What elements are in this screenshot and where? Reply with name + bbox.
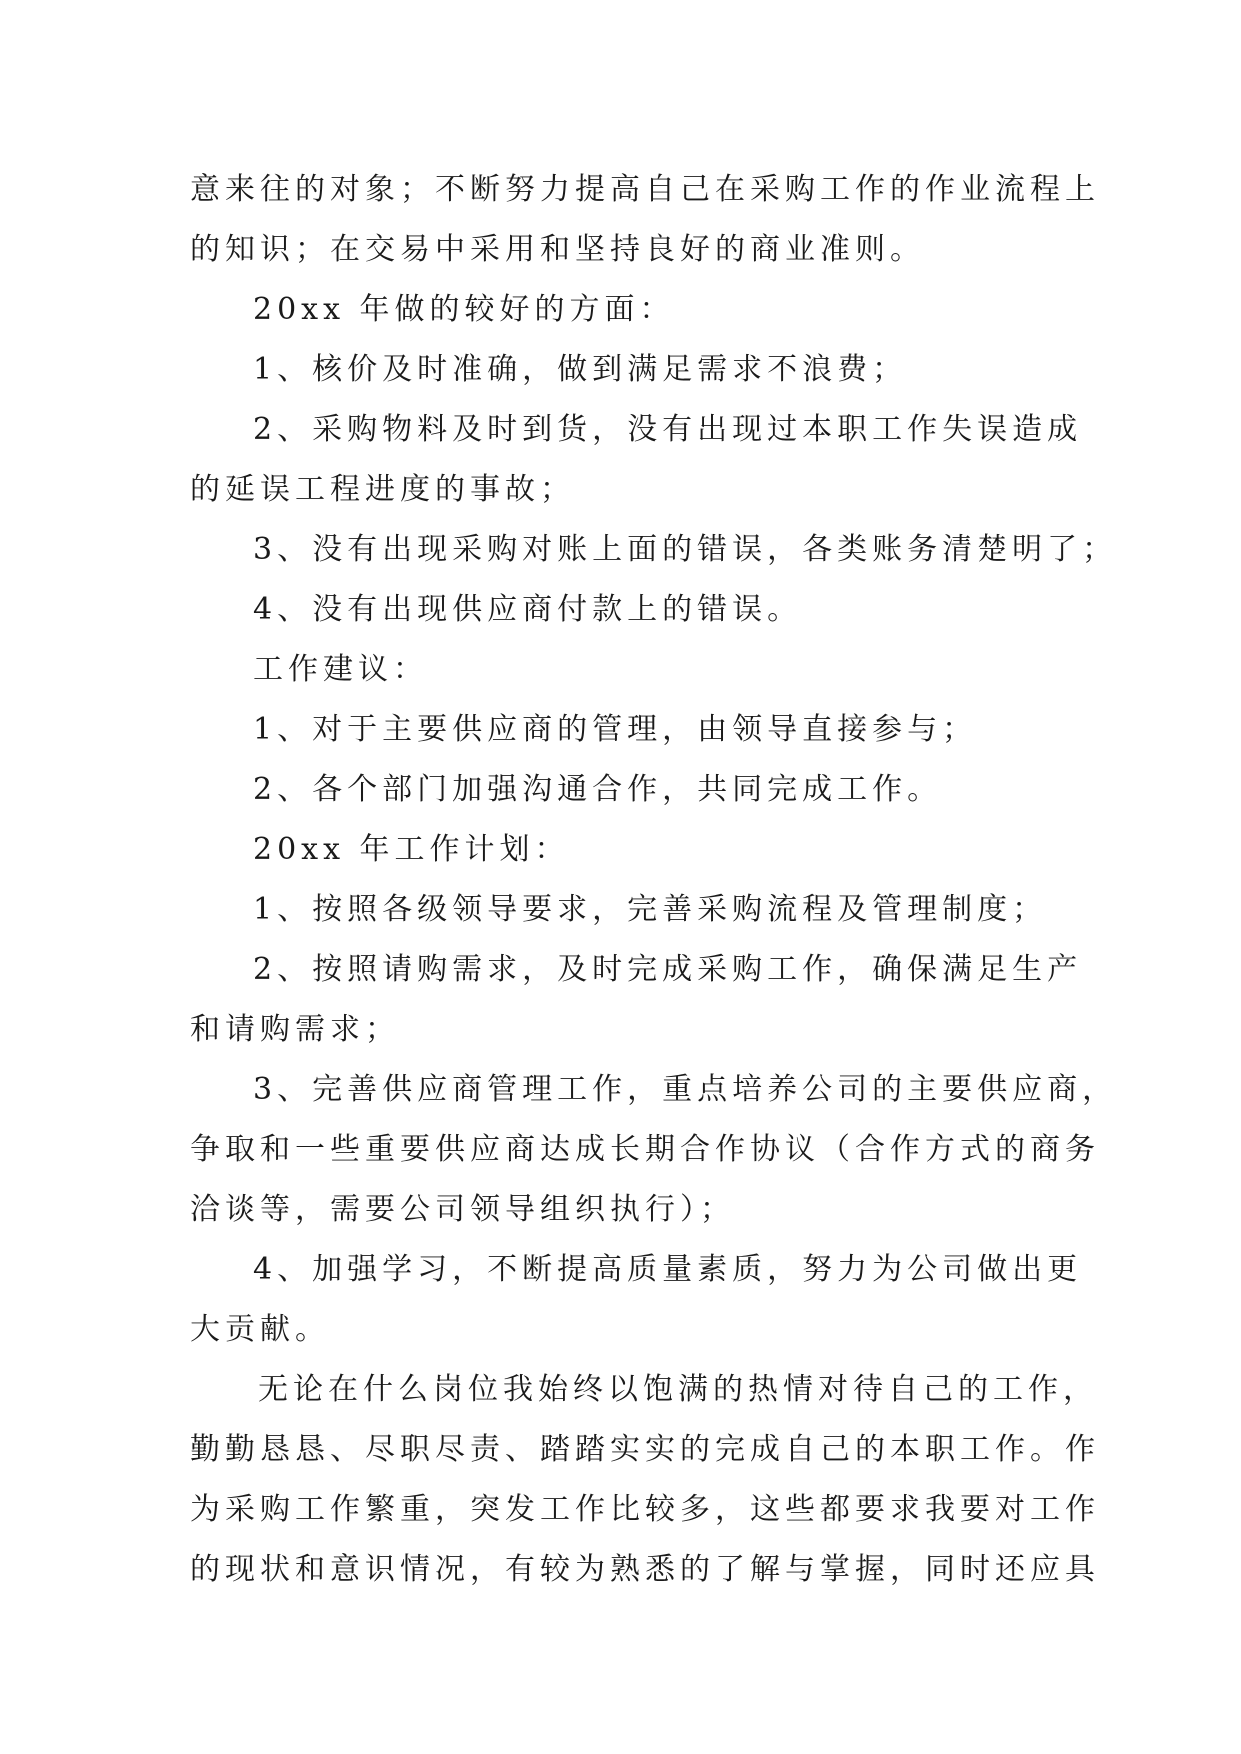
section-heading: 20xx 年做的较好的方面： <box>253 292 675 327</box>
section-heading: 20xx 年工作计划： <box>253 832 570 867</box>
list-item: 2、采购物料及时到货，没有出现过本职工作失误造成 <box>253 412 1083 447</box>
list-item: 3、没有出现采购对账上面的错误，各类账务清楚明了； <box>253 532 1118 567</box>
list-item-continuation: 的延误工程进度的事故； <box>190 472 575 507</box>
list-item: 1、按照各级领导要求，完善采购流程及管理制度； <box>253 892 1048 927</box>
paragraph-line: 为采购工作繁重，突发工作比较多，这些都要求我要对工作 <box>190 1492 1100 1527</box>
list-item: 2、按照请购需求，及时完成采购工作，确保满足生产 <box>253 952 1083 987</box>
list-item-continuation: 争取和一些重要供应商达成长期合作协议（合作方式的商务 <box>190 1132 1100 1167</box>
document-body <box>190 160 1118 1600</box>
list-item-continuation: 洽谈等，需要公司领导组织执行）； <box>190 1192 735 1227</box>
paragraph-line: 勤勤恳恳、尽职尽责、踏踏实实的完成自己的本职工作。作 <box>190 1432 1100 1467</box>
paragraph-line: 的知识；在交易中采用和坚持良好的商业准则。 <box>190 232 925 267</box>
paragraph-line: 无论在什么岗位我始终以饱满的热情对待自己的工作， <box>258 1372 1098 1407</box>
paragraph-line: 意来往的对象；不断努力提高自己在采购工作的作业流程上 <box>190 172 1100 207</box>
list-item: 4、没有出现供应商付款上的错误。 <box>253 592 803 627</box>
section-heading: 工作建议： <box>253 652 428 687</box>
list-item: 3、完善供应商管理工作，重点培养公司的主要供应商， <box>253 1072 1118 1107</box>
list-item: 1、对于主要供应商的管理，由领导直接参与； <box>253 712 978 747</box>
list-item-continuation: 和请购需求； <box>190 1012 400 1047</box>
list-item: 1、核价及时准确，做到满足需求不浪费； <box>253 352 908 387</box>
list-item-continuation: 大贡献。 <box>190 1312 330 1347</box>
paragraph-line: 的现状和意识情况，有较为熟悉的了解与掌握，同时还应具 <box>190 1552 1100 1587</box>
list-item: 2、各个部门加强沟通合作，共同完成工作。 <box>253 772 943 807</box>
list-item: 4、加强学习，不断提高质量素质，努力为公司做出更 <box>253 1252 1083 1287</box>
